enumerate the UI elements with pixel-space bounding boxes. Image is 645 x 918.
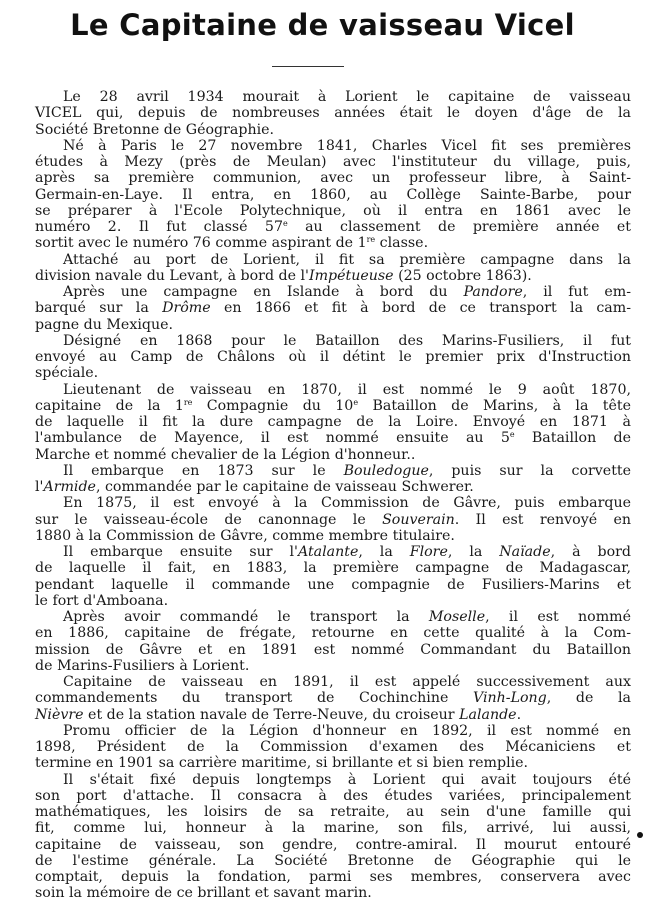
text-segment: Marche et nommé chevalier de la Légion d'honneur.. <box>35 446 416 463</box>
italic-text: Armide <box>43 479 96 495</box>
text-segment: mission de Gâvre et en 1891 est nommé Commandant du Bataillon <box>35 641 631 658</box>
title-divider <box>272 66 344 67</box>
text-line <box>35 739 631 755</box>
text-line <box>35 414 631 430</box>
text-segment: en 1866 et fit à bord de ce transport la cam- <box>210 300 631 317</box>
text-line <box>35 447 631 463</box>
text-line <box>35 284 631 300</box>
text-segment: , à bord <box>550 544 631 560</box>
text-line <box>35 593 631 609</box>
text-segment: En 1875, il est envoyé à la Commission de Gâvre, puis embarque <box>63 495 631 512</box>
text-segment: Il s'était fixé depuis longtemps à Lorient qui avait toujours été <box>63 771 631 788</box>
text-segment: . <box>516 706 522 723</box>
paragraph <box>35 89 631 138</box>
text-line <box>35 105 631 121</box>
text-segment: mathématiques, les loisirs de sa retraite, au sein d'une famille qui <box>35 804 631 820</box>
scan-speck <box>637 832 643 838</box>
text-line <box>35 577 631 593</box>
text-line <box>35 300 631 316</box>
italic-text: Atalante <box>297 544 359 560</box>
text-line <box>35 495 631 511</box>
text-line <box>35 658 631 674</box>
text-line <box>35 89 631 105</box>
text-line <box>35 219 631 235</box>
italic-text: Impétueuse <box>308 267 394 284</box>
paragraph <box>35 495 631 544</box>
text-segment: Bataillon de <box>514 430 631 447</box>
text-line <box>35 609 631 625</box>
text-line <box>35 528 631 544</box>
text-segment: de laquelle il fit la dure campagne de la Loire. Envoyé en 1871 à <box>35 414 631 430</box>
text-line <box>35 820 631 836</box>
article-title: Le Capitaine de vaisseau Vicel <box>70 8 575 42</box>
text-segment: barqué sur la <box>35 300 163 317</box>
text-segment: Bataillon de Marins, à la tête <box>358 397 631 414</box>
text-segment: l' <box>35 479 44 495</box>
text-line <box>35 268 631 284</box>
text-line <box>35 642 631 658</box>
paragraph <box>35 609 631 674</box>
italic-text: Nièvre <box>35 706 84 723</box>
paragraph <box>35 252 631 285</box>
article-body <box>35 89 631 902</box>
italic-text: Bouledogue <box>343 462 429 479</box>
text-line <box>35 707 631 723</box>
text-segment: spéciale. <box>35 365 99 382</box>
text-segment: envoyé au Camp de Châlons où il détint le premier prix d'Instruction <box>35 349 631 365</box>
text-line <box>35 317 631 333</box>
text-segment: sortit avec le numéro 76 comme aspirant de 1 <box>35 235 367 252</box>
text-segment: de laquelle il fait, en 1883, la première campagne de Madagascar, <box>35 560 631 577</box>
superscript: e <box>282 219 288 228</box>
superscript: re <box>366 235 376 245</box>
text-segment: , puis sur la corvette <box>428 462 631 479</box>
text-segment: classe. <box>375 235 429 252</box>
text-segment: . Il est renvoyé en <box>454 511 632 528</box>
text-segment: , de la <box>546 690 631 707</box>
paragraph <box>35 284 631 333</box>
italic-text: Pandore <box>463 284 523 300</box>
text-segment: Attaché au port de Lorient, il fit sa première campagne dans la <box>63 251 631 268</box>
text-line <box>35 755 631 771</box>
text-line <box>35 544 631 560</box>
italic-text: Vinh-Long <box>472 690 547 707</box>
text-segment: Lieutenant de vaisseau en 1870, il est nommé le 9 août 1870, <box>63 381 631 398</box>
text-line <box>35 430 631 446</box>
text-segment: 1880 à la Commission de Gâvre, comme membre titulaire. <box>35 527 455 544</box>
text-segment: division navale du Levant, à bord de l' <box>35 267 309 284</box>
text-line <box>35 203 631 219</box>
text-segment: 1898, Président de la Commission d'examen des Mécaniciens et <box>35 739 631 755</box>
text-segment: commandements du transport de Cochinchine <box>35 690 473 707</box>
text-segment: Le 28 avril 1934 mourait à Lorient le capitaine de vaisseau <box>63 89 631 105</box>
italic-text: Lalande <box>459 706 517 723</box>
superscript: re <box>183 397 193 407</box>
paragraph <box>35 138 631 252</box>
text-segment: VICEL qui, depuis de nombreuses années était le doyen d'âge de la <box>35 105 631 122</box>
superscript: e <box>353 397 359 407</box>
text-segment: le fort d'Amboana. <box>35 592 169 609</box>
italic-text: Naïade <box>499 544 551 560</box>
text-line <box>35 853 631 869</box>
text-segment: en 1886, capitaine de frégate, retourne en cette qualité à la Com- <box>35 625 631 642</box>
text-segment: Après avoir commandé le transport la <box>63 609 429 625</box>
text-line <box>35 365 631 381</box>
text-segment: termine en 1901 sa carrière maritime, si brillante et si bien remplie. <box>35 755 529 772</box>
text-segment: , il fut em- <box>522 284 631 300</box>
text-line <box>35 154 631 170</box>
paragraph <box>35 772 631 902</box>
text-line <box>35 479 631 495</box>
text-line <box>35 560 631 576</box>
text-segment: , la <box>447 544 500 560</box>
text-segment: , il est nommé <box>485 609 631 625</box>
text-segment: Il embarque ensuite sur l' <box>63 544 298 560</box>
paragraph <box>35 382 631 463</box>
text-line <box>35 235 631 251</box>
text-segment: Société Bretonne de Géographie. <box>35 121 275 138</box>
text-line <box>35 187 631 203</box>
text-segment: sur le vaisseau-école de canonnage le <box>35 511 383 528</box>
text-segment: études à Mezy (près de Meulan) avec l'instituteur du village, puis, <box>35 154 631 170</box>
text-line <box>35 723 631 739</box>
text-line <box>35 788 631 804</box>
text-segment: Capitaine de vaisseau en 1891, il est appelé successivement aux <box>63 674 631 690</box>
paragraph <box>35 463 631 496</box>
text-segment: Promu officier de la Légion d'honneur en 1892, il est nommé en <box>63 722 631 739</box>
text-segment: son port d'attache. Il consacra à des études variées, principalement <box>35 787 631 804</box>
italic-text: Souverain <box>382 511 455 528</box>
text-segment: après sa première communion, avec un professeur libre, à Saint- <box>35 170 631 187</box>
text-segment: , commandée par le capitaine de vaisseau Schwerer. <box>95 479 474 495</box>
text-segment: de Marins-Fusiliers à Lorient. <box>35 657 250 674</box>
text-segment: (25 octobre 1863). <box>393 267 532 284</box>
text-segment: capitaine de la 1 <box>35 397 184 414</box>
text-line <box>35 138 631 154</box>
text-segment: Né à Paris le 27 novembre 1841, Charles Vicel fit ses premières <box>63 137 631 154</box>
text-line <box>35 349 631 365</box>
text-line <box>35 463 631 479</box>
italic-text: Drôme <box>162 300 211 317</box>
text-line <box>35 837 631 853</box>
text-segment: et de la station navale de Terre-Neuve, du croiseur <box>83 706 460 723</box>
text-line <box>35 690 631 706</box>
text-segment: au classement de première année et <box>287 219 632 235</box>
text-line <box>35 382 631 398</box>
paragraph <box>35 674 631 723</box>
text-line <box>35 512 631 528</box>
text-line <box>35 333 631 349</box>
italic-text: Moselle <box>428 609 486 625</box>
paragraph <box>35 544 631 609</box>
text-segment: Compagnie du 10 <box>192 397 354 414</box>
paragraph <box>35 723 631 772</box>
text-segment: Après une campagne en Islande à bord du <box>63 284 464 300</box>
text-segment: Désigné en 1868 pour le Bataillon des Marins-Fusiliers, il fut <box>63 332 631 349</box>
text-segment: Germain-en-Laye. Il entra, en 1860, au Collège Sainte-Barbe, pour <box>35 186 631 203</box>
text-line <box>35 804 631 820</box>
text-line <box>35 772 631 788</box>
text-segment: se préparer à l'Ecole Polytechnique, où il entra en 1861 avec le <box>35 202 631 219</box>
paragraph <box>35 333 631 382</box>
text-segment: capitaine de vaisseau, son gendre, contre-amiral. Il mourut entouré <box>35 836 631 853</box>
text-segment: , la <box>358 544 410 560</box>
text-line <box>35 885 631 901</box>
text-line <box>35 398 631 414</box>
text-line <box>35 122 631 138</box>
text-segment: numéro 2. Il fut classé 57 <box>35 219 283 235</box>
italic-text: Flore <box>409 544 448 560</box>
text-segment: pagne du Mexique. <box>35 316 173 333</box>
superscript: e <box>509 430 515 440</box>
text-segment: fit, comme lui, honneur à la marine, son fils, arrivé, lui aussi, <box>35 820 631 837</box>
text-segment: soin la mémoire de ce brillant et savant marin. <box>35 885 372 902</box>
text-line <box>35 170 631 186</box>
text-line <box>35 869 631 885</box>
text-segment: Il embarque en 1873 sur le <box>63 462 344 479</box>
text-line <box>35 252 631 268</box>
text-line <box>35 674 631 690</box>
text-segment: de l'estime générale. La Société Bretonne de Géographie qui le <box>35 852 631 869</box>
text-segment: pendant laquelle il commande une compagnie de Fusiliers-Marins et <box>35 576 631 593</box>
text-segment: comptait, depuis la fondation, parmi ses membres, conservera avec <box>35 869 631 885</box>
text-segment: l'ambulance de Mayence, il est nommé ensuite au 5 <box>35 430 510 447</box>
text-line <box>35 625 631 641</box>
